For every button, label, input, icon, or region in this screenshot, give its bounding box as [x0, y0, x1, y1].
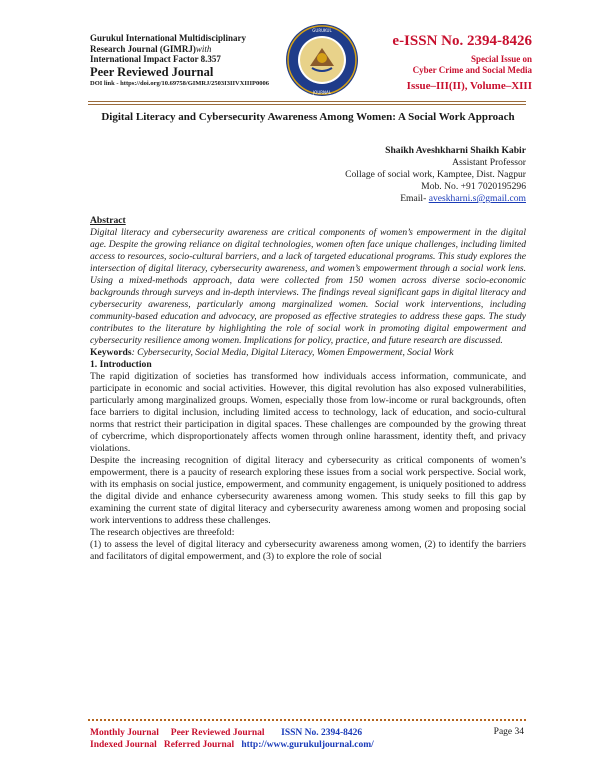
footer-line-2	[90, 739, 374, 751]
issue-info	[392, 33, 532, 93]
header-divider	[88, 101, 526, 102]
intro-paragraph-4: (1) to assess the level of digital literacy and cybersecurity awareness among women, (2) to identify the barriers and facilitators of digital empowerment, and (3) to explore the role of social	[90, 539, 526, 562]
header-divider-2	[88, 104, 526, 105]
footer-peer: Peer Reviewed Journal	[170, 728, 265, 738]
abstract-text: Digital literacy and cybersecurity awareness are critical components of women’s empowerment in the digital age. Despite the growing reliance on digital technologies, women often face unique challenges, including limited access to resources, socio-cultural barriers, and a lack of targeted educational programs. This study explores the intersection of digital literacy, cybersecurity awareness, and women’s empowerment through a social work lens. Using a mixed-methods approach, data were collected from 150 women across diverse socio-economic backgrounds through surveys and in-depth interviews. The findings reveal significant gaps in digital literacy and cybersecurity awareness, particularly among marginalized women. Social work interventions, including community-based education and advocacy, are proposed as effective strategies to address these gaps. The study contributes to the literature by highlighting the role of social work in promoting digital empowerment and cybersecurity resilience among women. Implications for policy, practice, and future research are discussed.	[90, 227, 526, 346]
footer-info	[90, 727, 374, 751]
peer-reviewed-label: Peer Reviewed Journal	[90, 64, 214, 79]
abstract-heading: Abstract	[90, 215, 126, 226]
paper-title: Digital Literacy and Cybersecurity Awareness Among Women: A Social Work Approach	[101, 111, 515, 123]
author-mobile: Mob. No. +91 7020195296	[421, 181, 526, 192]
footer-url-link[interactable]: http://www.gurukuljournal.com/	[241, 740, 374, 750]
impact-factor: International Impact Factor 8.357	[90, 54, 221, 64]
footer-indexed: Indexed Journal	[90, 740, 157, 750]
keywords-line: Keywords: Cybersecurity, Social Media, Digital Literacy, Women Empowerment, Social Work	[90, 347, 454, 358]
intro-paragraph-2: Despite the increasing recognition of digital literacy and cybersecurity as critical components of women’s empowerment, there is a paucity of research exploring these issues from a social work perspective. Social work, with its emphasis on social justice, empowerment, and community engagement, is uniquely positioned to address the digital divide and enhance cybersecurity awareness among women. This study seeks to fill this gap by examining the current state of digital literacy and cybersecurity awareness among women and proposing social work interventions to address these challenges.	[90, 455, 526, 526]
journal-name-line2: Research Journal (GIMRJ)with	[90, 43, 212, 54]
author-name: Shaikh Aveshkharni Shaikh Kabir	[385, 145, 526, 156]
issn-number: e-ISSN No. 2394-8426	[392, 33, 532, 49]
journal-info	[90, 33, 280, 89]
special-issue-label: Special Issue on	[470, 54, 532, 64]
issue-volume: Issue–III(II), Volume–XIII	[406, 80, 532, 92]
intro-paragraph-1: The rapid digitization of societies has transformed how individuals access information, communicate, and participate in economic and social activities. However, this digital revolution has also exposed vulnerabilities, particularly among marginalized groups. Women, especially those from low-income or rural backgrounds, often face barriers to digital inclusion, including limited access to technology, lack of education, and socio-cultural norms that restrict their participation in digital spaces. These challenges are compounded by the growing threat of cybercrime, which disproportionately affects women through online harassment, identity theft, and privacy violations.	[90, 371, 526, 454]
journal-seal-logo	[284, 22, 360, 98]
author-affiliation: Collage of social work, Kamptee, Dist. Nagpur	[345, 169, 526, 180]
author-role: Assistant Professor	[452, 157, 526, 168]
author-block	[345, 145, 526, 205]
footer-divider	[88, 719, 526, 724]
author-email-line: Email- aveskharni.s@gmail.com	[400, 193, 526, 204]
footer-monthly: Monthly Journal	[90, 728, 159, 738]
footer-refereed: Referred Journal	[163, 740, 235, 750]
author-email-link[interactable]: aveskharni.s@gmail.com	[428, 193, 526, 204]
footer-issn: ISSN No. 2394-8426	[281, 728, 363, 738]
footer-line-1	[90, 727, 374, 739]
svg-text:GURUKUL: GURUKUL	[312, 28, 332, 33]
doi-link[interactable]: DOI link - https://doi.org/10.69758/GIMRJ/2503I3IIVXIIIP0006	[90, 79, 269, 87]
section-heading-introduction: 1. Introduction	[90, 359, 152, 370]
intro-paragraph-3: The research objectives are threefold:	[90, 527, 235, 538]
journal-name-line1: Gurukul International Multidisciplinary	[90, 33, 247, 43]
special-issue-topic: Cyber Crime and Social Media	[412, 65, 532, 75]
page-number: Page 34	[493, 727, 524, 737]
svg-text:JOURNAL: JOURNAL	[313, 90, 331, 95]
paper-body	[90, 215, 526, 563]
